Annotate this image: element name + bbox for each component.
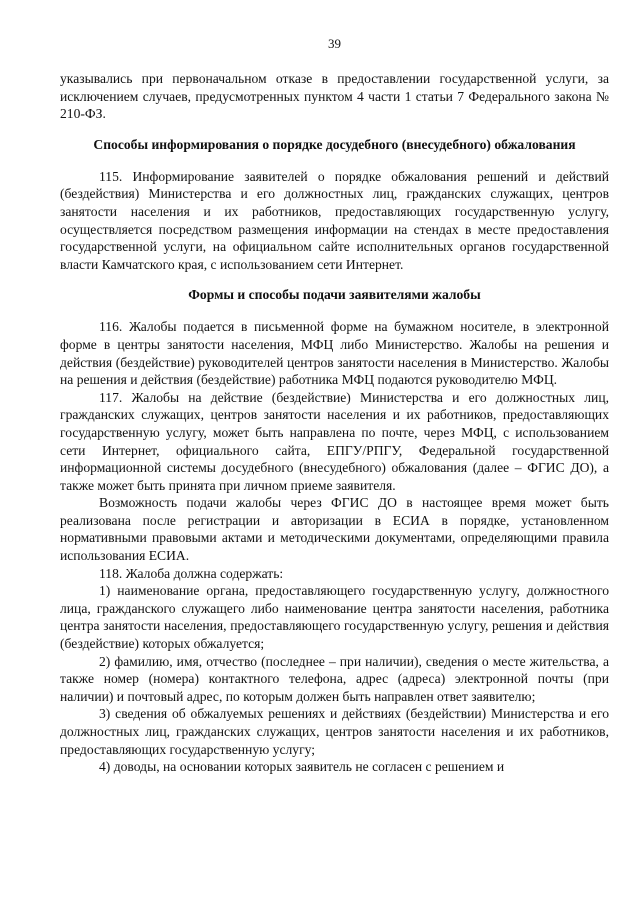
- paragraph-117: 117. Жалобы на действие (бездействие) Министерства и его должностных лиц, гражданских служащих, центров занятости населения и их работников, предоставляющих государственную услугу, может быть направлена по почте, через МФЦ, с использованием сети Интернет, официального сайта, ЕПГУ/РПГУ, Федеральной государственной информационной системы досудебного (внесудебного) обжалования (далее – ФГИС ДО), а также может быть принята при личном приеме заявителя.: [60, 389, 609, 493]
- page-number: 39: [328, 36, 341, 51]
- paragraph-118: 118. Жалоба должна содержать:: [99, 565, 284, 581]
- paragraph-115: 115. Информирование заявителей о порядке обжалования решений и действий (бездействия) Министерства и его должностных лиц, гражданских служащих, центров занятости населения и их работников, предоставляющих государственную услугу, осуществляется посредством размещения информации на стендах в месте предоставления государственной услуги, на официальном сайте исполнительных органов государственной власти Камчатского края, с использованием сети Интернет.: [60, 168, 609, 272]
- list-item-2: 2) фамилию, имя, отчество (последнее – при наличии), сведения о месте жительства, а также номер (номера) контактного телефона, адрес (адреса) электронной почты (при наличии) и почтовый адрес, по которым должен быть направлен ответ заявителю;: [60, 653, 609, 704]
- list-item-4: 4) доводы, на основании которых заявитель не согласен с решением и: [99, 759, 505, 775]
- paragraph-fgis-do: Возможность подачи жалобы через ФГИС ДО в настоящее время может быть реализована после регистрации и авторизации в ЕСИА в порядке, установленном нормативными правовыми актами и методическими документами, определяющими правила использования ЕСИА.: [60, 495, 609, 564]
- paragraph-continuation: указывались при первоначальном отказе в предоставлении государственной услуги, за исключением случаев, предусмотренных пунктом 4 части 1 статьи 7 Федерального закона № 210-ФЗ.: [60, 71, 609, 122]
- section-heading-informing: Способы информирования о порядке досудебного (внесудебного) обжалования: [93, 136, 576, 152]
- section-heading-complaint-forms: Формы и способы подачи заявителями жалобы: [188, 287, 481, 303]
- list-item-1: 1) наименование органа, предоставляющего государственную услугу, должностного лица, гражданского служащего либо наименование центра занятости населения, работника центра занятости населения, предоставляющего государственную услугу, решения и действия (бездействие) которых обжалуется;: [60, 583, 609, 652]
- list-item-3: 3) сведения об обжалуемых решениях и действиях (бездействии) Министерства и его должностных лиц, гражданских служащих, центров занятости населения и их работников, предоставляющих государственную услугу;: [60, 706, 609, 757]
- paragraph-116: 116. Жалобы подается в письменной форме на бумажном носителе, в электронной форме в центры занятости населения, МФЦ либо Министерство. Жалобы на решения и действия (бездействие) руководителей центров занятости населения в Министерство. Жалобы на решения и действия (бездействие) работника МФЦ подаются руководителю МФЦ.: [60, 319, 609, 388]
